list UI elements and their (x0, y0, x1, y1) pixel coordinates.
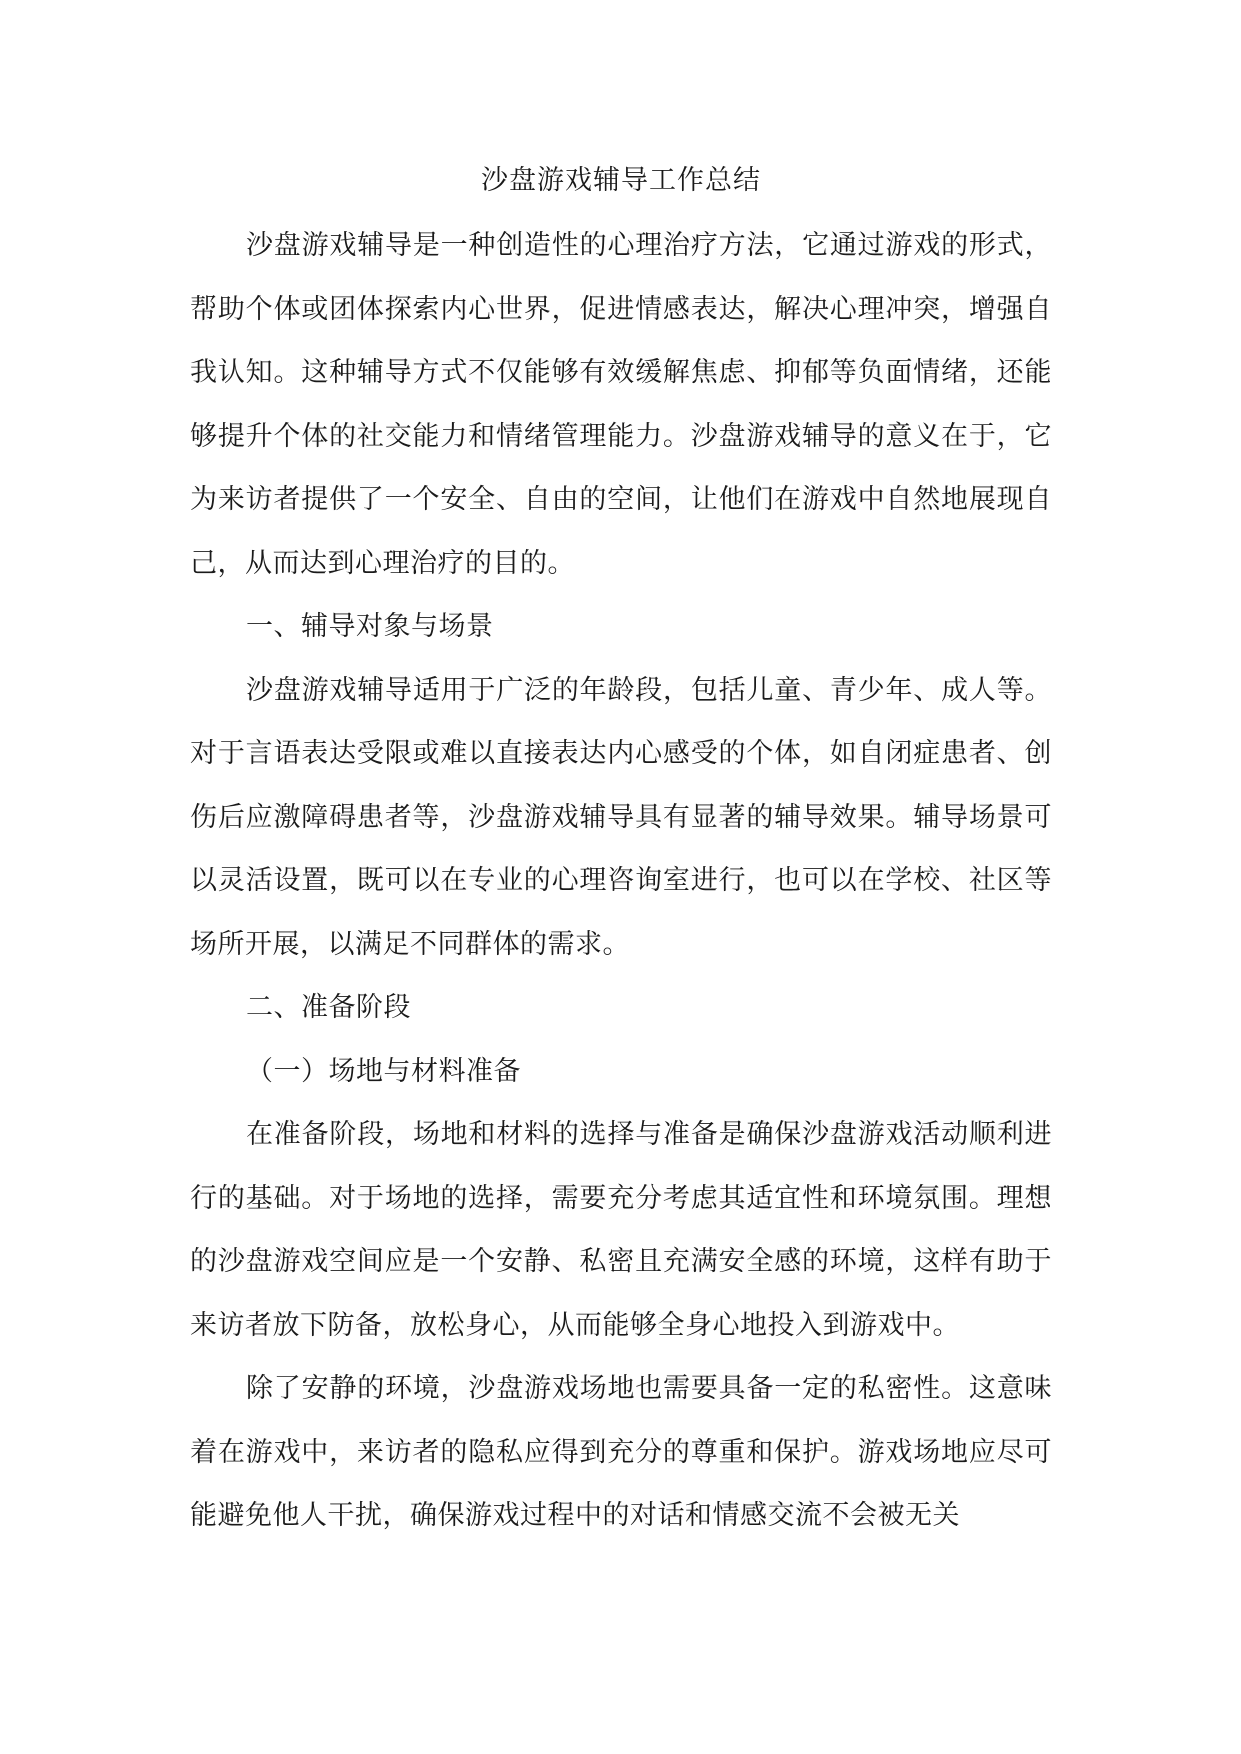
intro-paragraph: 沙盘游戏辅导是一种创造性的心理治疗方法，它通过游戏的形式，帮助个体或团体探索内心世界，促进情感表达，解决心理冲突，增强自我认知。这种辅导方式不仅能够有效缓解焦虑、抑郁等负面情绪，还能够提升个体的社交能力和情绪管理能力。沙盘游戏辅导的意义在于，它为来访者提供了一个安全、自由的空间，让他们在游戏中自然地展现自己，从而达到心理治疗的目的。 (190, 230, 1052, 579)
subsection-2-1-paragraph-2: 除了安静的环境，沙盘游戏场地也需要具备一定的私密性。这意味着在游戏中，来访者的隐私应得到充分的尊重和保护。游戏场地应尽可能避免他人干扰，确保游戏过程中的对话和情感交流不会被无关 (190, 1373, 1052, 1531)
document-title: 沙盘游戏辅导工作总结 (481, 165, 761, 196)
subsection-heading-2-1: （一）场地与材料准备 (246, 1055, 521, 1087)
document-body (190, 160, 1052, 1548)
section-heading-1: 一、辅导对象与场景 (246, 611, 494, 642)
section-1-paragraph: 沙盘游戏辅导适用于广泛的年龄段，包括儿童、青少年、成人等。对于言语表达受限或难以直接表达内心感受的个体，如自闭症患者、创伤后应激障碍患者等，沙盘游戏辅导具有显著的辅导效果。辅导场景可以灵活设置，既可以在专业的心理咨询室进行，也可以在学校、社区等场所开展，以满足不同群体的需求。 (190, 674, 1052, 960)
subsection-2-1-paragraph-1: 在准备阶段，场地和材料的选择与准备是确保沙盘游戏活动顺利进行的基础。对于场地的选择，需要充分考虑其适宜性和环境氛围。理想的沙盘游戏空间应是一个安静、私密且充满安全感的环境，这样有助于来访者放下防备，放松身心，从而能够全身心地投入到游戏中。 (190, 1119, 1052, 1341)
section-heading-2: 二、准备阶段 (246, 992, 411, 1023)
